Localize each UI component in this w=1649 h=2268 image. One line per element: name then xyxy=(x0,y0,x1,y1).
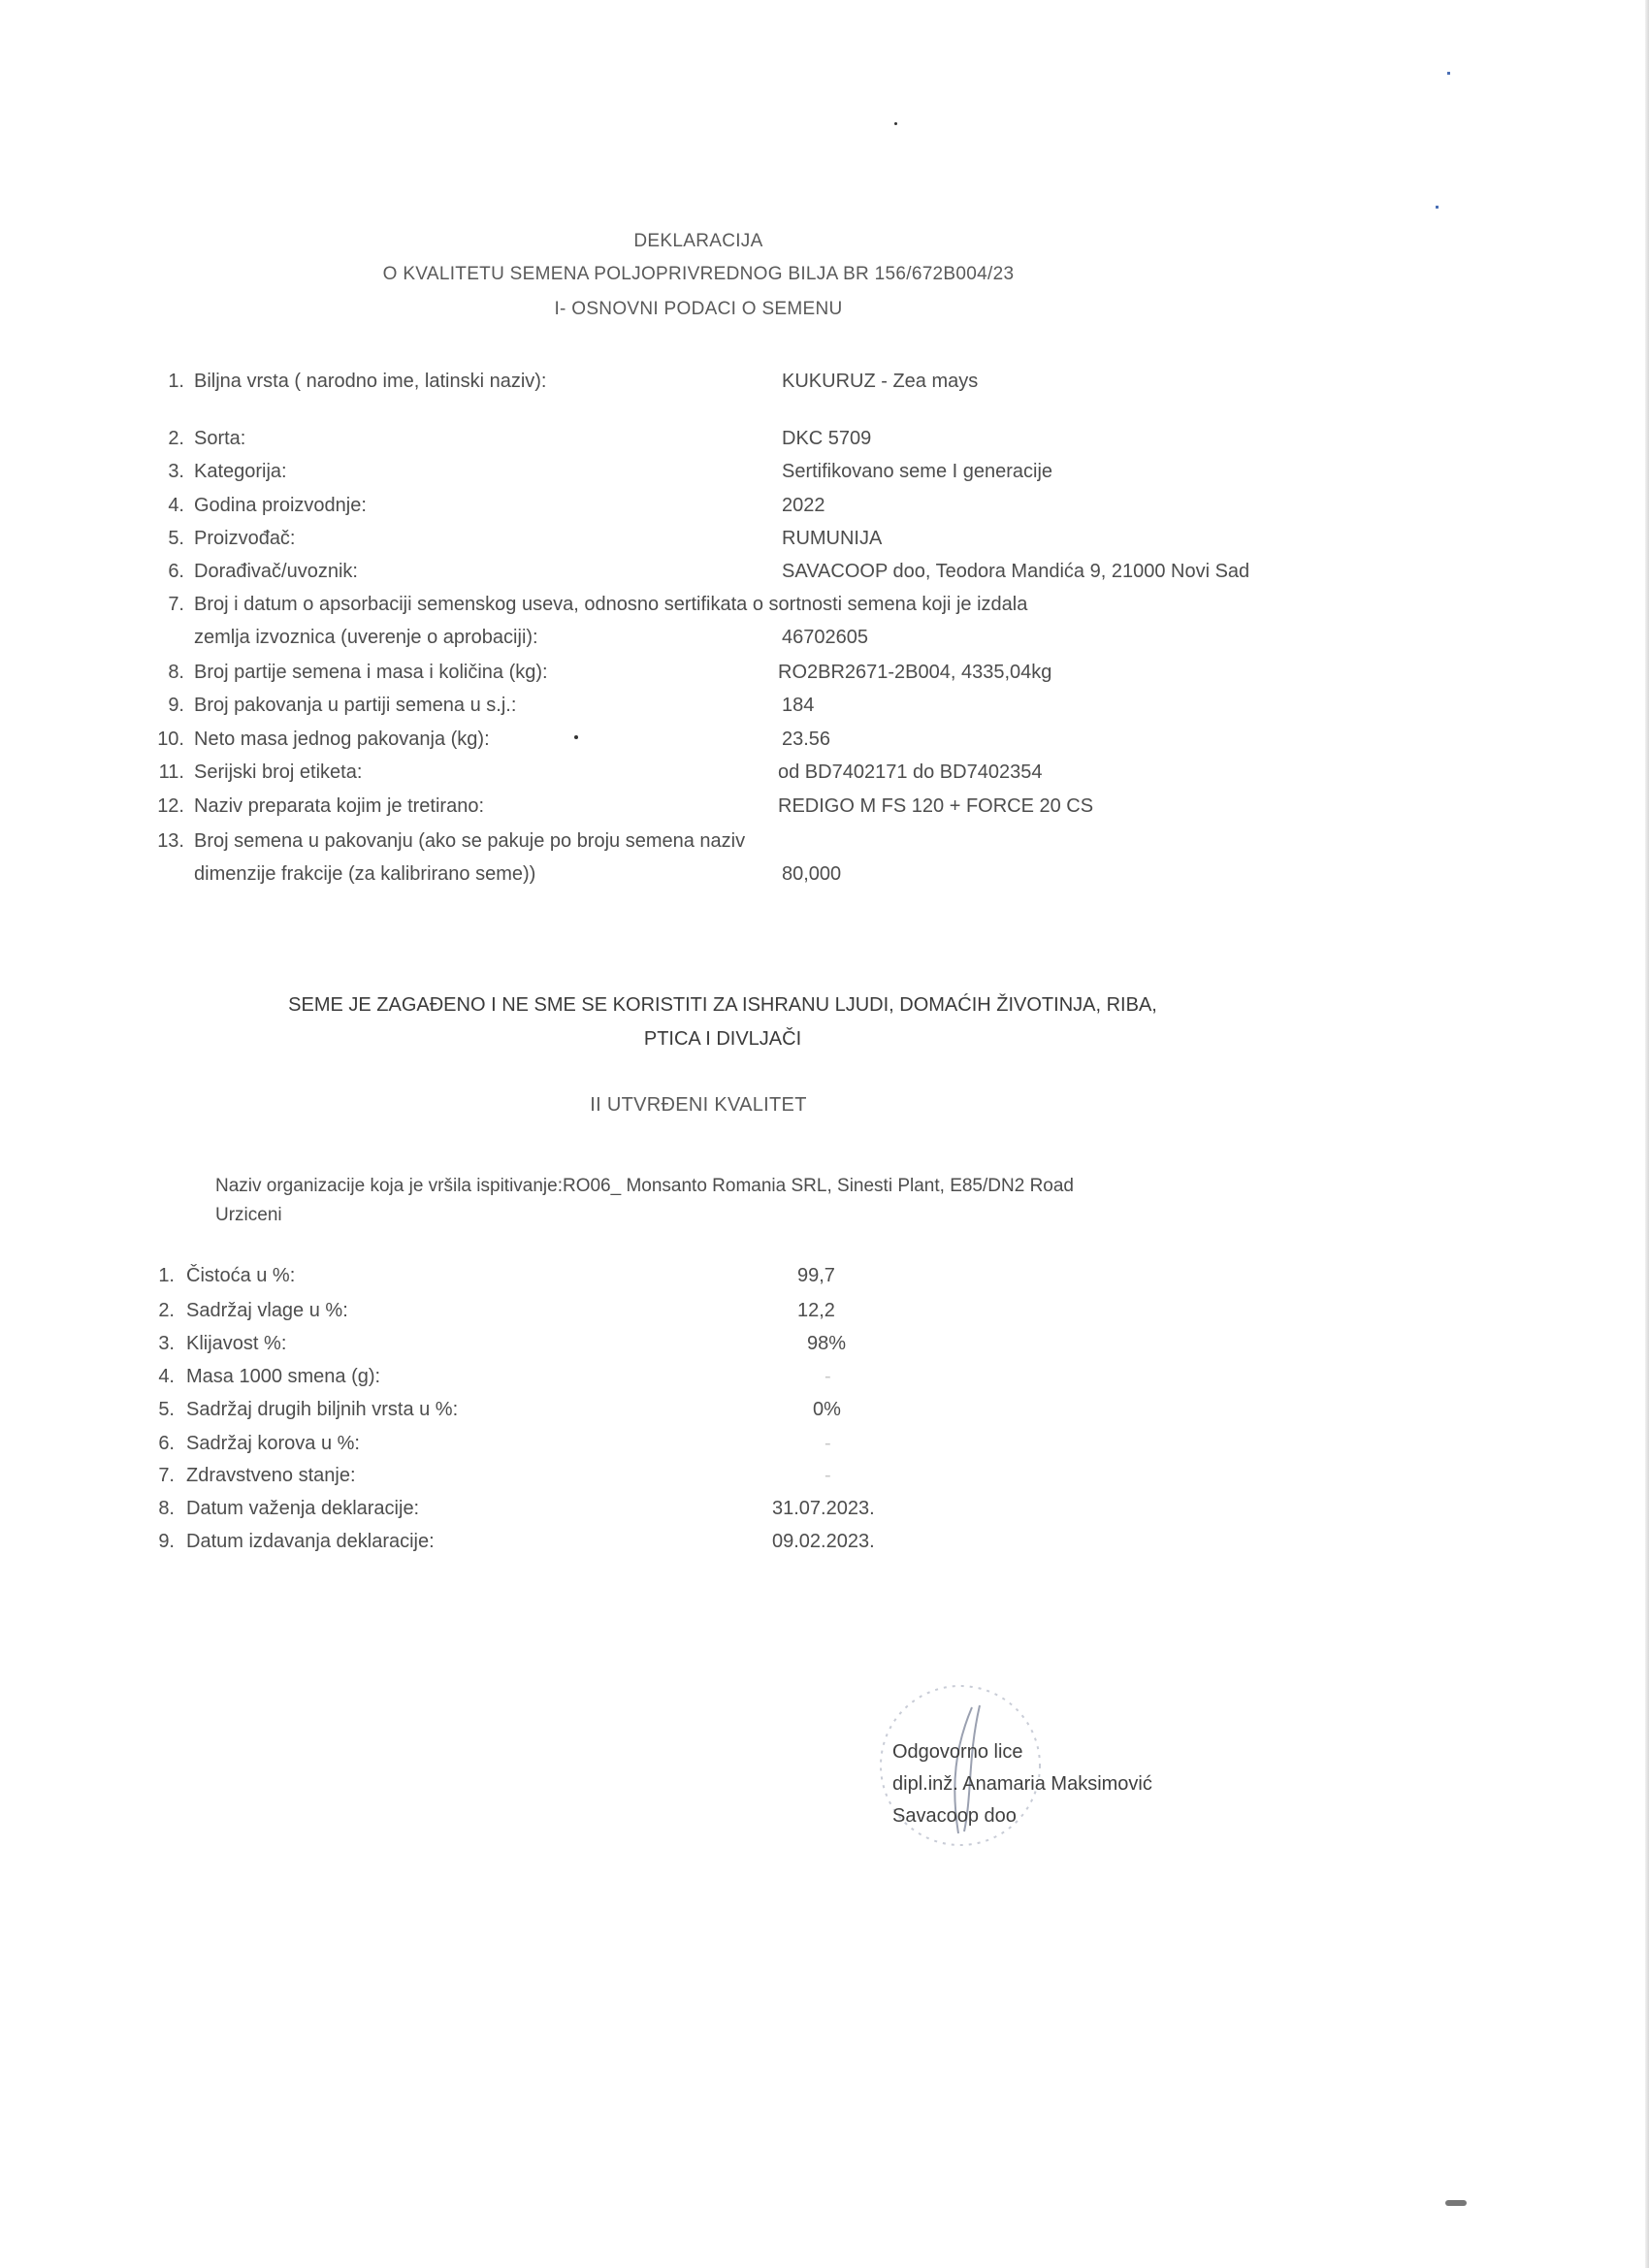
basic-item-value: Sertifikovano seme I generacije xyxy=(782,461,1053,482)
scan-speck xyxy=(1436,206,1439,209)
basic-item-label-continued: dimenzije frakcije (za kalibrirano seme)) xyxy=(194,863,536,885)
basic-item-value: 184 xyxy=(782,695,815,716)
basic-item-number: 13. xyxy=(157,830,184,852)
org-line-1: Naziv organizacije koja je vršila ispitivanje:RO06_ Monsanto Romania SRL, Sinesti Plant, E85/DN2 Road xyxy=(215,1176,1074,1196)
warning-line-1: SEME JE ZAGAĐENO I NE SME SE KORISTITI ZA ISHRANU LJUDI, DOMAĆIH ŽIVOTINJA, RIBA, xyxy=(288,994,1157,1016)
basic-item-number: 7. xyxy=(168,594,184,615)
signature-role: Odgovorno lice xyxy=(892,1741,1023,1763)
scan-speck xyxy=(1447,72,1450,75)
basic-item-label: Proizvođač: xyxy=(194,528,296,549)
scan-edge xyxy=(1645,0,1649,2268)
basic-item-number: 6. xyxy=(168,561,184,582)
quality-item-value: 09.02.2023. xyxy=(772,1531,875,1552)
basic-item-number: 8. xyxy=(168,662,184,683)
quality-item-value: 99,7 xyxy=(797,1265,835,1286)
basic-item-value: 23.56 xyxy=(782,729,831,750)
quality-item-number: 7. xyxy=(158,1465,175,1486)
quality-item-number: 4. xyxy=(158,1366,175,1387)
doc-title: DEKLARACIJA xyxy=(633,231,763,251)
basic-item-value: 2022 xyxy=(782,495,825,516)
section-title-basic: I- OSNOVNI PODACI O SEMENU xyxy=(554,299,843,319)
quality-item-number: 3. xyxy=(158,1333,175,1354)
quality-item-label: Sadržaj korova u %: xyxy=(186,1433,360,1454)
basic-item-label: Broj i datum o apsorbaciji semenskog useva, odnosno sertifikata o sortnosti semena koji je izdala xyxy=(194,594,1028,615)
basic-item-number: 10. xyxy=(157,729,184,750)
quality-item-value: 12,2 xyxy=(797,1300,835,1321)
signature-name: dipl.inž. Anamaria Maksimović xyxy=(892,1773,1152,1795)
basic-item-value: 80,000 xyxy=(782,863,842,885)
quality-item-number: 8. xyxy=(158,1498,175,1519)
basic-item-number: 3. xyxy=(168,461,184,482)
quality-item-label: Sadržaj drugih biljnih vrsta u %: xyxy=(186,1399,459,1420)
quality-item-value: - xyxy=(824,1465,831,1486)
quality-item-number: 6. xyxy=(158,1433,175,1454)
scan-speck xyxy=(894,122,897,125)
testing-organization xyxy=(215,1172,1185,1230)
basic-item-label: Serijski broj etiketa: xyxy=(194,761,363,783)
quality-item-number: 2. xyxy=(158,1300,175,1321)
basic-item-label: Naziv preparata kojim je tretirano: xyxy=(194,795,485,817)
quality-item-number: 1. xyxy=(158,1265,175,1286)
basic-item-label: Dorađivač/uvoznik: xyxy=(194,561,358,582)
scan-speck xyxy=(1445,2200,1467,2206)
quality-item-value: 98% xyxy=(807,1333,847,1354)
quality-item-number: 5. xyxy=(158,1399,175,1420)
basic-item-number: 9. xyxy=(168,695,184,716)
quality-item-label: Zdravstveno stanje: xyxy=(186,1465,356,1486)
basic-item-label: Broj semena u pakovanju (ako se pakuje po broju semena naziv xyxy=(194,830,746,852)
basic-item-label: Neto masa jednog pakovanja (kg): xyxy=(194,729,490,750)
quality-item-label: Sadržaj vlage u %: xyxy=(186,1300,348,1321)
basic-item-label: Biljna vrsta ( narodno ime, latinski naziv): xyxy=(194,371,547,392)
basic-item-label: Broj partije semena i masa i količina (kg): xyxy=(194,662,548,683)
warning-line-2: PTICA I DIVLJAČI xyxy=(643,1028,802,1050)
basic-item-number: 12. xyxy=(157,795,184,817)
basic-item-value: DKC 5709 xyxy=(782,428,872,449)
quality-item-value: - xyxy=(824,1433,831,1454)
quality-item-label: Masa 1000 smena (g): xyxy=(186,1366,381,1387)
basic-item-number: 5. xyxy=(168,528,184,549)
quality-item-label: Klijavost %: xyxy=(186,1333,287,1354)
quality-item-value: 31.07.2023. xyxy=(772,1498,875,1519)
basic-item-value: SAVACOOP doo, Teodora Mandića 9, 21000 Novi Sad xyxy=(782,561,1250,582)
basic-item-label: Godina proizvodnje: xyxy=(194,495,367,516)
basic-item-value: RO2BR2671-2B004, 4335,04kg xyxy=(778,662,1052,683)
basic-item-value: REDIGO M FS 120 + FORCE 20 CS xyxy=(778,795,1094,817)
basic-item-value: RUMUNIJA xyxy=(782,528,883,549)
quality-item-label: Datum važenja deklaracije: xyxy=(186,1498,420,1519)
basic-item-value: 46702605 xyxy=(782,627,868,648)
section-title-quality: II UTVRĐENI KVALITET xyxy=(590,1094,807,1116)
basic-item-label-continued: zemlja izvoznica (uverenje o aprobaciji): xyxy=(194,627,538,648)
basic-item-label: Kategorija: xyxy=(194,461,287,482)
signature-company: Savacoop doo xyxy=(892,1805,1017,1827)
basic-item-number: 11. xyxy=(158,761,184,783)
quality-item-value: - xyxy=(824,1366,831,1387)
basic-item-label: Sorta: xyxy=(194,428,246,449)
scan-speck xyxy=(574,735,578,739)
org-line-2: Urziceni xyxy=(215,1205,282,1225)
signature-block xyxy=(892,1736,1152,1832)
basic-item-value: KUKURUZ - Zea mays xyxy=(782,371,979,392)
quality-item-label: Čistoća u %: xyxy=(186,1265,296,1286)
basic-item-number: 2. xyxy=(168,428,184,449)
basic-item-value: od BD7402171 do BD7402354 xyxy=(778,761,1043,783)
quality-item-number: 9. xyxy=(158,1531,175,1552)
basic-item-number: 4. xyxy=(168,495,184,516)
quality-item-value: 0% xyxy=(813,1399,841,1420)
basic-item-number: 1. xyxy=(168,371,184,392)
quality-item-label: Datum izdavanja deklaracije: xyxy=(186,1531,435,1552)
doc-subtitle: O KVALITETU SEMENA POLJOPRIVREDNOG BILJA BR 156/672B004/23 xyxy=(382,264,1015,284)
basic-item-label: Broj pakovanja u partiji semena u s.j.: xyxy=(194,695,517,716)
